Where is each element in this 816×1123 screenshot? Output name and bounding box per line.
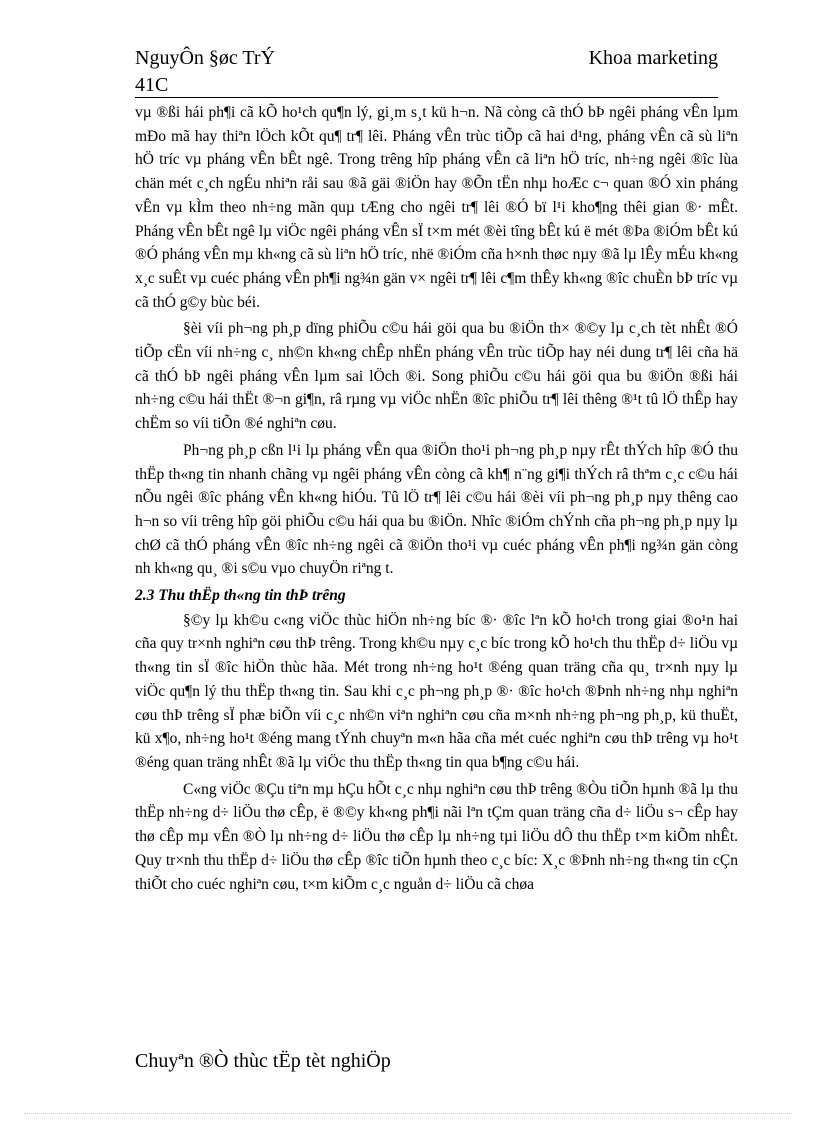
paragraph-1: vµ ®ßi hái ph¶i cã kÕ ho¹ch qu¶n lý, gi¸m s¸t kü h¬n. Nã còng cã thÓ bÞ ngêi pháng vÊn lµm mÐo mã hay thiªn lÖch kÕt qu¶ tr¶ lêi. Pháng vÊn trùc tiÕp cã hai d¹ng, pháng vÊn cã sù liªn hÖ tríc vµ pháng vÊn bÊt ngê. Trong trêng hîp pháng vÊn cã liªn hÖ tríc, nh÷ng ngêi ®îc lùa chän mét c¸ch ngÉu nhiªn råi sau ®ã gäi ®iÖn hay ®Õn tËn nhµ hoÆc c¬ quan ®Ó xin pháng vÊn vµ kÌm theo nh÷ng mãn quµ tÆng cho ngêi tr¶ lêi ®Ó bï l¹i kho¶ng thêi gian ®· mÊt. Pháng vÊn bÊt ngê lµ viÖc ngêi pháng vÊn sÏ t×m mét ®èi tîng bÊt kú ë mét ®Þa ®iÓm bÊt kú ®Ó pháng vÊn mµ kh«ng cã sù liªn hÖ tríc, nhë ®iÓm cña h×nh thøc nµy ®ã lµ lÊy mÉu kh«ng x¸c suÊt vµ cuéc pháng vÊn ph¶i ng¾n gän v× ngêi tr¶ lêi c¶m thÊy kh«ng ®îc chuÈn bÞ tríc vµ cã thÓ g©y bùc béi. [135,104,738,311]
document-body [135,101,738,899]
paragraph-2: §èi víi ph¬ng ph¸p dïng phiÕu c©u hái göi qua bu ®iÖn th× ®©y lµ c¸ch tèt nhÊt ®Ó tiÕp cËn víi nh÷ng c¸ nh©n kh«ng chÊp nhËn pháng vÊn trùc tiÕp hay néi dung tr¶ lêi cña hä cã thÓ bÞ ngêi pháng vÊn lµm sai lÖch ®i. Song phiÕu c©u hái göi qua bu ®iÖn ®ßi hái nh÷ng c©u hái thËt ®¬n gi¶n, râ rµng vµ viÖc nhËn ®îc phiÕu tr¶ lêi thêng ®¹t tû lÖ thÊp hay chËm so víi tiÕn ®é nghiªn cøu. [135,320,738,433]
section-paragraph-1: §©y lµ kh©u c«ng viÖc thùc hiÖn nh÷ng bíc ®· ®îc lªn kÕ ho¹ch trong giai ®o¹n hai cña quy tr×nh nghiªn cøu thÞ trêng. Trong kh©u nµy c¸c bíc trong kÕ ho¹ch thu thËp d÷ liÖu vµ th«ng tin sÏ ®îc hiÖn thùc hãa. Mét trong nh÷ng ho¹t ®éng quan träng cña qu¸ tr×nh nµy lµ viÖc qu¶n lý thu thËp th«ng tin. Sau khi c¸c ph¬ng ph¸p ®· ®îc ho¹ch ®Þnh nh÷ng nhµ nghiªn cøu thÞ trêng sÏ phæ biÕn víi c¸c nh©n viªn nghiªn cøu cña m×nh nh÷ng ph¬ng ph¸p, kü thuËt, kü x¶o, nh÷ng ho¹t ®éng mang tÝnh chuyªn m«n hãa cña mét cuéc nghiªn cøu thÞ trêng vµ ho¹t ®éng quan träng nhÊt ®ã lµ viÖc thu thËp th«ng tin qua b¶ng c©u hái. [135,611,738,771]
page-bottom-divider [24,1113,792,1114]
author-name: NguyÔn §øc TrÝ [135,47,276,69]
paragraph-3: Ph¬ng ph¸p cßn l¹i lµ pháng vÊn qua ®iÖn tho¹i ph¬ng ph¸p nµy rÊt thÝch hîp ®Ó thu thËp th«ng tin nhanh chãng vµ ngêi pháng vÊn còng cã kh¶ n¨ng gi¶i thÝch râ thªm c¸c c©u hái nÕu ngêi ®îc pháng vÊn kh«ng hiÓu. Tû lÖ tr¶ lêi c©u hái ®èi víi ph¬ng ph¸p nµy thêng cao h¬n so víi trêng hîp göi phiÕu c©u hái qua bu ®iÖn. Nhîc ®iÓm chÝnh cña ph¬ng ph¸p nµy lµ chØ cã thÓ pháng vÊn ®îc nh÷ng ngêi cã ®iÖn tho¹i vµ cuéc pháng vÊn ph¶i ng¾n gän còng nh kh«ng qu¸ ®i s©u vµo chuyÖn riªng t. [135,441,738,578]
department-name: Khoa marketing [588,47,718,69]
section-paragraph-2: C«ng viÖc ®Çu tiªn mµ hÇu hÕt c¸c nhµ nghiªn cøu thÞ trêng ®Òu tiÕn hµnh ®ã lµ thu thËp nh÷ng d÷ liÖu thø cÊp, ë ®©y kh«ng ph¶i nãi lªn tÇm quan träng cña d÷ liÖu s¬ cÊp hay thø cÊp mµ vÊn ®Ò lµ nh÷ng d÷ liÖu thø cÊp lµ nh÷ng tµi liÖu dÔ thu thËp t×m kiÕm nhÊt. Quy tr×nh thu thËp d÷ liÖu thø cÊp ®îc tiÕn hµnh theo c¸c bíc: X¸c ®Þnh nh÷ng th«ng tin cÇn thiÕt cho cuéc nghiªn cøu, t×m kiÕm c¸c nguån d÷ liÖu cã chøa [135,780,738,893]
page-footer: Chuyªn ®Ò thùc tËp tèt nghiÖp [135,1050,391,1072]
header-rule [135,97,718,98]
class-code: 41C [135,74,169,96]
section-heading: 2.3 Thu thËp th«ng tin thÞ trêng [135,587,346,605]
